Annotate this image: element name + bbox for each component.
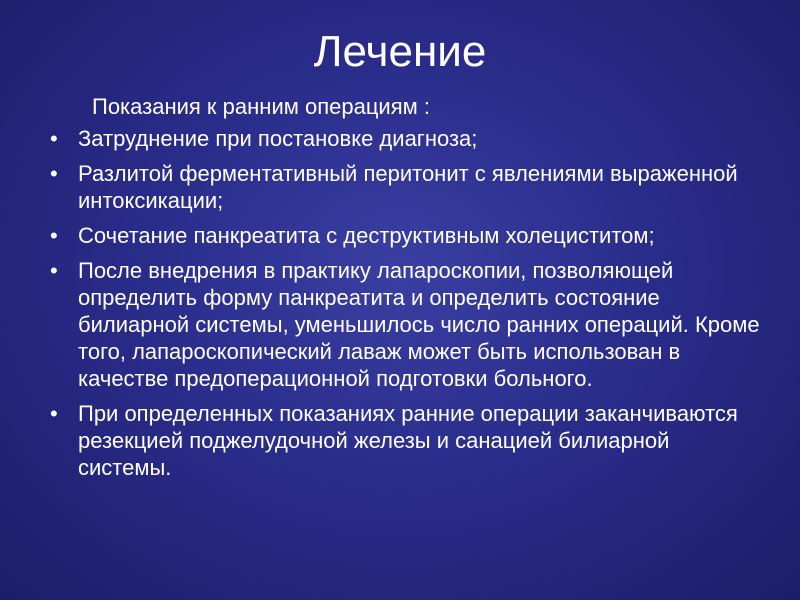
bullet-icon: • (50, 223, 58, 248)
slide-title: Лечение (313, 27, 487, 76)
bullet-icon: • (50, 126, 58, 151)
bullet-icon: • (50, 161, 58, 186)
bullet-item (0, 160, 760, 214)
bullet-item (0, 400, 760, 481)
bullet-text: Затруднение при постановке диагноза; (78, 126, 478, 151)
bullet-item (0, 125, 760, 152)
bullet-item (0, 222, 760, 249)
bullet-icon: • (50, 401, 58, 426)
bullet-text: При определенных показаниях ранние операции заканчиваются резекцией поджелудочной железы и санацией билиарной системы. (78, 401, 738, 480)
bullet-list (0, 125, 760, 489)
bullet-icon: • (50, 258, 58, 283)
bullet-text: Сочетание панкреатита с деструктивным холециститом; (78, 223, 655, 248)
slide-subtitle: Показания к ранним операциям : (92, 94, 430, 119)
bullet-item (0, 257, 760, 392)
bullet-text: Разлитой ферментативный перитонит с явлениями выраженной интоксикации; (78, 161, 738, 213)
bullet-text: После внедрения в практику лапароскопии, позволяющей определить форму панкреатита и определить состояние билиарной системы, уменьшилось число ранних операций. Кроме того, лапароскопический лаваж может быть использован в качестве предоперационной подготовки больного. (78, 258, 760, 391)
